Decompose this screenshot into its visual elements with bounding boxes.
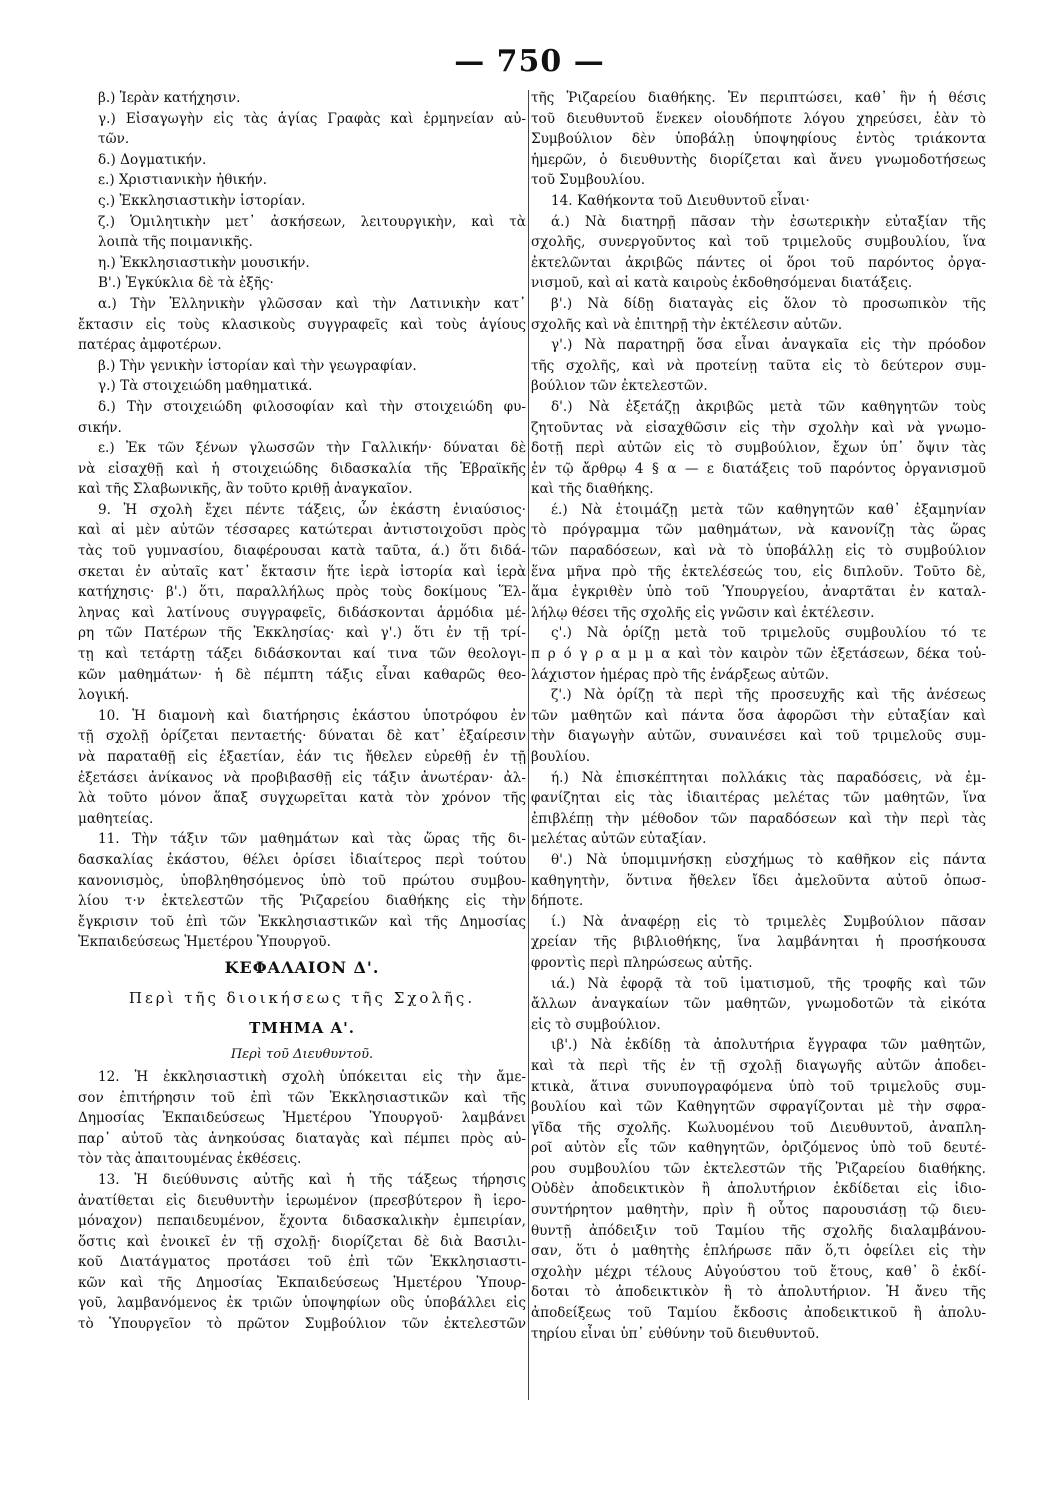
- text-line: λάχιστον ἡμέρας πρὸ τῆς ἐνάρξεως αὐτῶν.: [531, 666, 830, 683]
- text-line: ὅστις καὶ ἐνοικεῖ ἐν τῇ σχολῇ· διορίζεται δὲ διὰ Βασιλι-: [78, 1233, 526, 1250]
- left-column: [78, 88, 526, 1398]
- text-line: ἔγκρισιν τοῦ ἐπὶ τῶν Ἐκκλησιαστικῶν καὶ τῆς Δημοσίας: [78, 913, 526, 930]
- text-line: καὶ αἱ μὲν αὐτῶν τέσσαρες κατώτεραι ἀντιστοιχοῦσι πρὸς: [78, 522, 526, 539]
- section-heading: ΤΜΗΜΑ Α'.: [249, 1018, 355, 1037]
- right-column: [531, 88, 986, 1398]
- text-line: τῶν παραδόσεων, καὶ νὰ τὸ ὑποβάλλῃ εἰς τὸ συμβούλιον: [531, 543, 986, 560]
- text-line: ρου συμβουλίου τῶν ἐκτελεστῶν τῆς Ῥιζαρείου διαθήκης.: [531, 1160, 986, 1177]
- text-line: τὴν διαγωγὴν αὐτῶν, συναινέσει καὶ τοῦ τριμελοῦς συμ-: [531, 728, 986, 745]
- text-line: θ'.) Νὰ ὑπομιμνήσκῃ εὐσχήμως τὸ καθῆκον εἰς πάντα: [551, 851, 986, 868]
- text-line: 11. Τὴν τάξιν τῶν μαθημάτων καὶ τὰς ὥρας τῆς δι-: [98, 831, 526, 848]
- text-line: ἐκτελῶνται ἀκριβῶς πάντες οἱ ὅροι τοῦ παρόντος ὀργα-: [531, 254, 986, 271]
- text-line: τὸ πρόγραμμα τῶν μαθημάτων, νὰ κανονίζῃ τὰς ὥρας: [531, 522, 986, 539]
- text-line: σικήν.: [78, 419, 122, 436]
- text-line: ἐν τῷ ἄρθρῳ 4 § α — ε διατάξεις τοῦ παρόντος ὀργανισμοῦ: [531, 460, 986, 477]
- text-line: η.) Ἐκκλησιαστικὴν μουσικήν.: [98, 254, 310, 271]
- text-line: γ.) Εἰσαγωγὴν εἰς τὰς ἁγίας Γραφὰς καὶ ἑρμηνείαν αὐ-: [98, 110, 526, 127]
- text-line: β.) Τὴν γενικὴν ἱστορίαν καὶ τὴν γεωγραφίαν.: [98, 357, 417, 374]
- text-line: τὸν τὰς ἀπαιτουμένας ἐκθέσεις.: [78, 1151, 302, 1168]
- text-line: καὶ τῆς διαθήκης.: [531, 481, 654, 498]
- text-line: ροῖ αὐτὸν εἷς τῶν καθηγητῶν, ὁριζόμενος ὑπὸ τοῦ δευτέ-: [531, 1140, 986, 1157]
- text-line: συντήρητον μαθητὴν, πρὶν ἢ οὗτος παρουσιάσῃ τῷ διευ-: [531, 1202, 986, 1219]
- text-line: τοῦ Συμβουλίου.: [531, 172, 646, 189]
- text-line: φροντὶς περὶ πληρώσεως αὐτῆς.: [531, 954, 753, 971]
- text-line: νισμοῦ, καὶ αἱ κατὰ καιροὺς ἐκδοθησόμεναι διατάξεις.: [531, 275, 913, 292]
- text-line: ἀποδείξεως τοῦ Ταμίου ἔκδοσις ἀποδεικτικοῦ ἢ ἀπολυ-: [531, 1305, 986, 1322]
- text-line: τῃ καὶ τετάρτῃ τάξει διδάσκονται καί τινα τῶν θεολογι-: [78, 646, 526, 663]
- text-line: ή.) Νὰ ἐπισκέπτηται πολλάκις τὰς παραδόσεις, νὰ ἐμ-: [551, 769, 986, 786]
- text-line: λὰ τοῦτο μόνον ἅπαξ συγχωρεῖται κατὰ τὸν χρόνον τῆς: [78, 790, 526, 807]
- text-line: κῶν καὶ τῆς Δημοσίας Ἐκπαιδεύσεως Ἡμετέρου Ὑπουρ-: [78, 1274, 526, 1291]
- text-line: ἐπιβλέπῃ τὴν μέθοδον τῶν παραδόσεων καὶ τὴν περὶ τὰς: [531, 810, 986, 827]
- text-line: σχολὴν μέχρι τέλους Αὐγούστου τοῦ ἔτους, καθ᾽ ὃ ἐκδί-: [531, 1263, 986, 1280]
- chapter-subtitle: Περὶ τῆς διοικήσεως τῆς Σχολῆς.: [128, 988, 476, 1007]
- text-line: 12. Ἡ ἐκκλησιαστικὴ σχολὴ ὑπόκειται εἰς τὴν ἄμε-: [98, 1068, 526, 1085]
- text-line: τῶν.: [98, 131, 130, 148]
- text-line: σον ἐπιτήρησιν τοῦ ἐπὶ τῶν Ἐκκλησιαστικῶν καὶ τῆς: [78, 1089, 526, 1106]
- text-line: ἀνατίθεται εἰς διευθυντὴν ἱερωμένον (πρεσβύτερον ἢ ἱερο-: [78, 1192, 526, 1209]
- text-line: ς'.) Νὰ ὁρίζῃ μετὰ τοῦ τριμελοῦς συμβουλίου τό τε: [551, 625, 986, 642]
- text-line: καὶ τῆς Σλαβωνικῆς, ἂν τοῦτο κριθῇ ἀναγκαῖον.: [78, 481, 413, 498]
- text-line: θυντῇ ἀπόδειξιν τοῦ Ταμίου τῆς σχολῆς διαλαμβάνου-: [531, 1222, 986, 1239]
- text-line: δ.) Δογματικήν.: [98, 151, 207, 168]
- text-line: γοῦ, λαμβανόμενος ἐκ τριῶν ὑποψηφίων οὓς ὑποβάλλει εἰς: [78, 1295, 526, 1312]
- text-line: ά.) Νὰ διατηρῇ πᾶσαν τὴν ἐσωτερικὴν εὐταξίαν τῆς: [551, 213, 986, 230]
- text-line: ἅμα ἐγκριθὲν ὑπὸ τοῦ Ὑπουργείου, ἀναρτᾶται ἐν καταλ-: [531, 584, 986, 601]
- text-line: ληνας καὶ λατίνους συγγραφεῖς, διδάσκονται ἁρμόδια μέ-: [78, 604, 526, 621]
- text-line: χρείαν τῆς βιβλιοθήκης, ἵνα λαμβάνηται ἡ προσήκουσα: [531, 934, 986, 951]
- text-line: βουλίου καὶ τῶν Καθηγητῶν σφραγίζονται μὲ τὴν σφρα-: [531, 1099, 986, 1116]
- text-line: φανίζηται εἰς τὰς ἰδιαιτέρας μελέτας τῶν μαθητῶν, ἵνα: [531, 790, 986, 807]
- text-line: ἐξετάσει ἀνίκανος νὰ προβιβασθῇ εἰς τάξιν ἀνωτέραν· ἀλ-: [78, 769, 526, 786]
- text-line: μόναχον) πεπαιδευμένον, ἔχοντα διδασκαλικὴν ἐμπειρίαν,: [78, 1213, 526, 1230]
- text-line: δ.) Τὴν στοιχειώδη φιλοσοφίαν καὶ τὴν στοιχειώδη φυ-: [98, 398, 526, 415]
- text-line: λογική.: [78, 687, 130, 704]
- text-line: ιά.) Νὰ ἐφορᾷ τὰ τοῦ ἱματισμοῦ, τῆς τροφῆς καὶ τῶν: [551, 975, 986, 992]
- text-line: κῶν μαθημάτων· ἡ δὲ πέμπτη τάξις εἶναι καθαρῶς θεο-: [78, 666, 526, 683]
- text-line: γ.) Τὰ στοιχειώδη μαθηματικά.: [98, 378, 313, 395]
- text-line: 13. Ἡ διεύθυνσις αὐτῆς καὶ ἡ τῆς τάξεως τήρησις: [98, 1171, 526, 1188]
- text-line: κοῦ Διατάγματος προτάσει τοῦ ἐπὶ τῶν Ἐκκλησιαστι-: [78, 1254, 526, 1271]
- text-line: δοτῇ περὶ αὐτῶν εἰς τὸ συμβούλιον, ἔχων ὑπ᾽ ὄψιν τὰς: [531, 440, 986, 457]
- text-line: πατέρας ἀμφοτέρων.: [78, 337, 222, 354]
- text-line: λίου τ·ν ἐκτελεστῶν τῆς Ῥιζαρείου διαθήκης εἰς τὴν: [78, 893, 526, 910]
- text-line: Ἐκπαιδεύσεως Ἡμετέρου Ὑπουργοῦ.: [78, 934, 331, 951]
- text-line: καθηγητὴν, ὅντινα ἤθελεν ἴδει ἀμελοῦντα αὐτοῦ ὁπωσ-: [531, 872, 986, 889]
- text-line: α.) Τὴν Ἑλληνικὴν γλῶσσαν καὶ τὴν Λατινικὴν κατ᾽: [98, 295, 526, 312]
- text-line: δήποτε.: [531, 893, 584, 910]
- text-line: ρη τῶν Πατέρων τῆς Ἐκκλησίας· καὶ γ'.) ὅτι ἐν τῇ τρί-: [78, 625, 526, 642]
- text-line: Δημοσίας Ἐκπαιδεύσεως Ἡμετέρου Ὑπουργοῦ· λαμβάνει: [78, 1110, 526, 1127]
- text-line: δοται τὸ ἀποδεικτικὸν ἢ τὸ ἀπολυτήριον. Ἡ ἄνευ τῆς: [531, 1284, 986, 1301]
- text-line: Β'.) Ἐγκύκλια δὲ τὰ ἑξῆς·: [98, 275, 274, 292]
- text-line: 9. Ἡ σχολὴ ἔχει πέντε τάξεις, ὧν ἑκάστη ἐνιαύσιος·: [98, 501, 526, 518]
- text-line: ζ.) Ὁμιλητικὴν μετ᾽ ἀσκήσεων, λειτουργικὴν, καὶ τὰ: [98, 213, 526, 230]
- text-line: ἔκτασιν εἰς τοὺς κλασικοὺς συγγραφεῖς καὶ τοὺς ἁγίους: [78, 316, 526, 333]
- text-line: τῇ σχολῇ ὁρίζεται πενταετής· δύναται δὲ κατ᾽ ἐξαίρεσιν: [78, 728, 526, 745]
- text-line: μελέτας αὐτῶν εὐταξίαν.: [531, 831, 707, 848]
- text-line: παρ᾽ αὐτοῦ τὰς ἀνηκούσας διαταγὰς καὶ πέμπει πρὸς αὐ-: [78, 1130, 526, 1147]
- text-line: ἕνα μῆνα πρὸ τῆς ἐκτελέσεώς του, εἰς διπλοῦν. Τοῦτο δὲ,: [531, 563, 986, 580]
- text-line: τῶν μαθητῶν καὶ πάντα ὅσα ἀφορῶσι τὴν εὐταξίαν καὶ: [531, 707, 986, 724]
- text-line: λοιπὰ τῆς ποιμανικῆς.: [98, 234, 253, 251]
- text-line: ε.) Ἐκ τῶν ξένων γλωσσῶν τὴν Γαλλικήν· δύναται δὲ: [98, 440, 526, 457]
- text-line: 14. Καθήκοντα τοῦ Διευθυντοῦ εἶναι·: [551, 192, 810, 209]
- text-line: ζ'.) Νὰ ὁρίζῃ τὰ περὶ τῆς προσευχῆς καὶ τῆς ἀνέσεως: [551, 687, 986, 704]
- text-line: σχολῆς καὶ νὰ ἐπιτηρῇ τὴν ἐκτέλεσιν αὐτῶν.: [531, 316, 843, 333]
- text-line: κατήχησις· β'.) ὅτι, παραλλήλως πρὸς τοὺς δοκίμους Ἕλ-: [78, 584, 526, 601]
- column-divider: [528, 90, 529, 1400]
- text-line: π ρ ό γ ρ α μ μ α καὶ τὸν καιρὸν τῶν ἐξετάσεων, δέκα τοὐ-: [531, 646, 986, 663]
- text-line: εἰς τὸ συμβούλιον.: [531, 1016, 661, 1033]
- text-line: γ'.) Νὰ παρατηρῇ ὅσα εἶναι ἀναγκαῖα εἰς τὴν πρόοδον: [551, 337, 986, 354]
- text-line: κτικὰ, ἅτινα συνυπογραφόμενα ὑπὸ τοῦ τριμελοῦς συμ-: [531, 1078, 986, 1095]
- text-line: ί.) Νὰ ἀναφέρῃ εἰς τὸ τριμελὲς Συμβούλιον πᾶσαν: [551, 913, 986, 930]
- text-line: 10. Ἡ διαμονὴ καὶ διατήρησις ἑκάστου ὑποτρόφου ἐν: [98, 707, 526, 724]
- text-line: τοῦ διευθυντοῦ ἕνεκεν οἱουδήποτε λόγου χηρεύσει, ἐὰν τὸ: [531, 110, 986, 127]
- text-line: τηρίου εἶναι ὑπ᾽ εὐθύνην τοῦ διευθυντοῦ.: [531, 1325, 820, 1342]
- text-line: τὰς τοῦ γυμνασίου, διαφέρουσαι κατὰ ταῦτα, ά.) ὅτι διδά-: [78, 543, 526, 560]
- text-line: τῆς σχολῆς, καὶ νὰ προτείνῃ ταῦτα εἰς τὸ δεύτερον συμ-: [531, 357, 986, 374]
- page-number: — 750 —: [454, 44, 605, 79]
- text-line: ε.) Χριστιανικὴν ἠθικήν.: [98, 172, 267, 189]
- text-line: νὰ παραταθῇ εἰς ἑξαετίαν, ἐάν τις ἤθελεν εὑρεθῇ ἐν τῇ: [78, 749, 526, 765]
- text-line: β'.) Νὰ δίδῃ διαταγὰς εἰς ὅλον τὸ προσωπικὸν τῆς: [551, 295, 986, 312]
- text-line: τὸ Ὑπουργεῖον τὸ πρῶτον Συμβούλιον τῶν ἐκτελεστῶν: [78, 1316, 526, 1333]
- text-line: δ'.) Νὰ ἐξετάζῃ ἀκριβῶς μετὰ τῶν καθηγητῶν τοὺς: [551, 398, 986, 415]
- text-line: λήλῳ θέσει τῆς σχολῆς εἰς γνῶσιν καὶ ἐκτέλεσιν.: [531, 604, 875, 621]
- text-line: κανονισμὸς, ὑποβληθησόμενος ὑπὸ τοῦ πρώτου συμβου-: [78, 872, 526, 889]
- text-line: βουλίου.: [531, 749, 591, 765]
- text-line: ζητοῦντας νὰ εἰσαχθῶσιν εἰς τὴν σχολὴν καὶ νὰ γνωμο-: [531, 419, 986, 436]
- text-line: σχολῆς, συνεργοῦντος καὶ τοῦ τριμελοῦς συμβουλίου, ἵνα: [531, 234, 986, 251]
- text-line: Συμβούλιον δὲν ὑποβάλῃ ὑποψηφίους ἐντὸς τριάκοντα: [531, 131, 986, 148]
- chapter-heading: ΚΕΦΑΛΑΙΟΝ Δ'.: [224, 957, 380, 977]
- text-line: δασκαλίας ἑκάστου, θέλει ὁρίσει ἰδιαίτερος περὶ τούτου: [78, 851, 526, 868]
- section-subtitle: Περὶ τοῦ Διευθυντοῦ.: [230, 1046, 374, 1062]
- text-line: καὶ τὰ περὶ τῆς ἐν τῇ σχολῇ διαγωγῆς αὐτῶν ἀποδει-: [531, 1057, 986, 1074]
- text-line: ς.) Ἐκκλησιαστικὴν ἱστορίαν.: [98, 192, 306, 209]
- text-line: τῆς Ῥιζαρείου διαθήκης. Ἐν περιπτώσει, καθ᾽ ἣν ἡ θέσις: [531, 90, 986, 106]
- text-line: βούλιον τῶν ἐκτελεστῶν.: [531, 378, 708, 395]
- text-line: έ.) Νὰ ἑτοιμάζῃ μετὰ τῶν καθηγητῶν καθ᾽ ἑξαμηνίαν: [551, 501, 986, 518]
- text-line: σαν, ὅτι ὁ μαθητὴς ἐπλήρωσε πᾶν ὅ,τι ὀφείλει εἰς τὴν: [531, 1243, 986, 1260]
- text-line: ἄλλων ἀναγκαίων τῶν μαθητῶν, γνωμοδοτῶν τὰ εἰκότα: [531, 996, 986, 1013]
- text-line: σκεται ἐν αὐταῖς κατ᾽ ἔκτασιν ἥτε ἱερὰ ἱστορία καὶ ἱερὰ: [78, 563, 526, 580]
- text-line: νὰ εἰσαχθῇ καὶ ἡ στοιχειώδης διδασκαλία τῆς Ἑβραϊκῆς: [78, 460, 526, 477]
- text-line: γῖδα τῆς σχολῆς. Κωλυομένου τοῦ Διευθυντοῦ, ἀναπλη-: [531, 1119, 986, 1136]
- text-line: ἡμερῶν, ὁ διευθυντὴς διορίζεται καὶ ἄνευ γνωμοδοτήσεως: [531, 151, 986, 168]
- text-line: β.) Ἱερὰν κατήχησιν.: [98, 90, 241, 106]
- text-line: μαθητείας.: [78, 810, 154, 827]
- text-line: Οὐδὲν ἀποδεικτικὸν ἢ ἀπολυτήριον ἐκδίδεται εἰς ἰδιο-: [531, 1181, 986, 1198]
- text-line: ιβ'.) Νὰ ἐκδίδῃ τὰ ἀπολυτήρια ἔγγραφα τῶν μαθητῶν,: [551, 1037, 986, 1054]
